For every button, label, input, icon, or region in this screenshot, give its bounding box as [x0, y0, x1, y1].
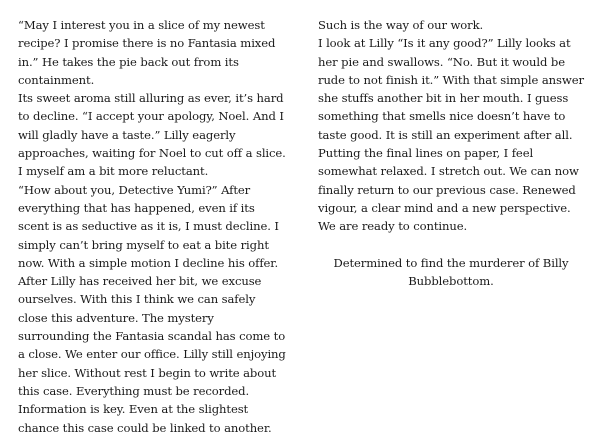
paragraph: “How about you, Detective Yumi?” After everything that has happened, even if its scent is as seductive as it is, I must decline. I simply can’t bring myself to eat a bite right now. With a simple motion I decline his offer.	[18, 182, 279, 270]
right-text-column	[318, 16, 584, 290]
paragraph: After Lilly has received her bit, we excuse ourselves. With this I think we can safely close this adventure. The mystery surrounding the Fantasia scandal has come to a close. We enter our office. Lilly still enjoying her slice. Without rest I begin to write about this case. Everything must be recorded. Information is key. Even at the slightest chance this case could be linked to another.	[18, 274, 286, 435]
left-text-column	[18, 16, 286, 437]
paragraph: I look at Lilly “Is it any good?” Lilly looks at her pie and swallows. “No. But it would be rude to not finish it.” With that simple answer she stuffs another bit in her mouth. I guess something that smells nice doesn’t have to taste good. It is still an experiment after all.	[318, 36, 584, 142]
closing-line: Determined to find the murderer of Billy Bubblebottom.	[333, 255, 569, 289]
paragraph: Its sweet aroma still alluring as ever, it’s hard to decline. “I accept your apology, Noel. And I will gladly have a taste.” Lilly eagerly approaches, waiting for Noel to cut off a slice. I myself am a bit more reluctant.	[18, 91, 286, 179]
paragraph: “May I interest you in a slice of my newest recipe? I promise there is no Fantasia mixed in.” He takes the pie back out from its containment.	[18, 18, 276, 87]
paragraph: Such is the way of our work.	[318, 18, 484, 32]
paragraph: Putting the final lines on paper, I feel somewhat relaxed. I stretch out. We can now finally return to our previous case. Renewed vigour, a clear mind and a new perspective. We are ready to continue.	[318, 146, 579, 234]
